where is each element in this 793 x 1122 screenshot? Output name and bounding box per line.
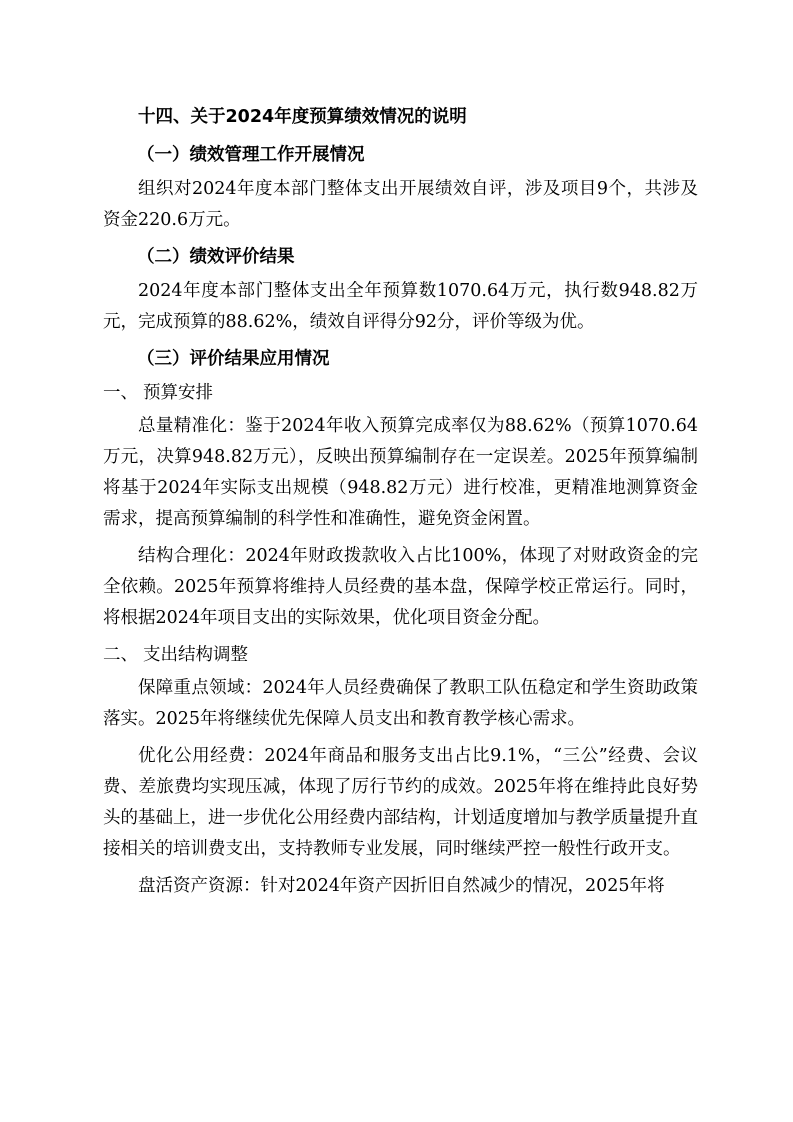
list-item-2-paragraph-1: 保障重点领域：2024年人员经费确保了教职工队伍稳定和学生资助政策落实。2025年将继续优先保障人员支出和教育教学核心需求。: [103, 678, 698, 729]
subsection-heading-2: （二）绩效评价结果: [137, 247, 295, 267]
list-item-1-paragraph-2: 结构合理化：2024年财政拨款收入占比100%，体现了对财政资金的完全依赖。2025年预算将维持人员经费的基本盘，保障学校正常运行。同时，将根据2024年项目支出的实际效果，优化项目资金分配。: [103, 546, 698, 628]
list-item-1-number: 一、: [103, 383, 138, 403]
subsection-2-text: 2024年度本部门整体支出全年预算数1070.64万元，执行数948.82万元，完成预算的88.62%，绩效自评得分92分，评价等级为优。: [103, 281, 698, 332]
list-item-2-label: 支出结构调整: [143, 645, 248, 665]
list-item-2-paragraph-3: 盘活资产资源：针对2024年资产因折旧自然减少的情况，2025年将: [138, 876, 665, 896]
list-item-1-label: 预算安排: [143, 383, 213, 403]
list-item-2-number: 二、: [103, 645, 138, 665]
document-content: [103, 102, 698, 908]
list-item-1-paragraph-1: 总量精准化：鉴于2024年收入预算完成率仅为88.62%（预算1070.64万元，决算948.82万元），反映出预算编制存在一定误差。2025年预算编制将基于2024年实际支出规模（948.82万元）进行校准，更精准地测算资金需求，提高预算编制的科学性和准确性，避免资金闲置。: [103, 416, 698, 529]
list-item-2-paragraph-2: 优化公用经费：2024年商品和服务支出占比9.1%，“三公”经费、会议费、差旅费均实现压减，体现了厉行节约的成效。2025年将在维持此良好势头的基础上，进一步优化公用经费内部结构，计划适度增加与教学质量提升直接相关的培训费支出，支持教师专业发展，同时继续严控一般性行政开支。: [103, 746, 698, 859]
list-item-1-heading: [103, 378, 698, 409]
subsection-1-text: 组织对2024年度本部门整体支出开展绩效自评，涉及项目9个，共涉及资金220.6万元。: [103, 179, 698, 230]
list-item-2-heading: [103, 640, 698, 671]
section-title: 十四、关于2024年度预算绩效情况的说明: [138, 107, 467, 127]
subsection-heading-1: （一）绩效管理工作开展情况: [137, 145, 365, 165]
subsection-heading-3: （三）评价结果应用情况: [137, 349, 330, 369]
